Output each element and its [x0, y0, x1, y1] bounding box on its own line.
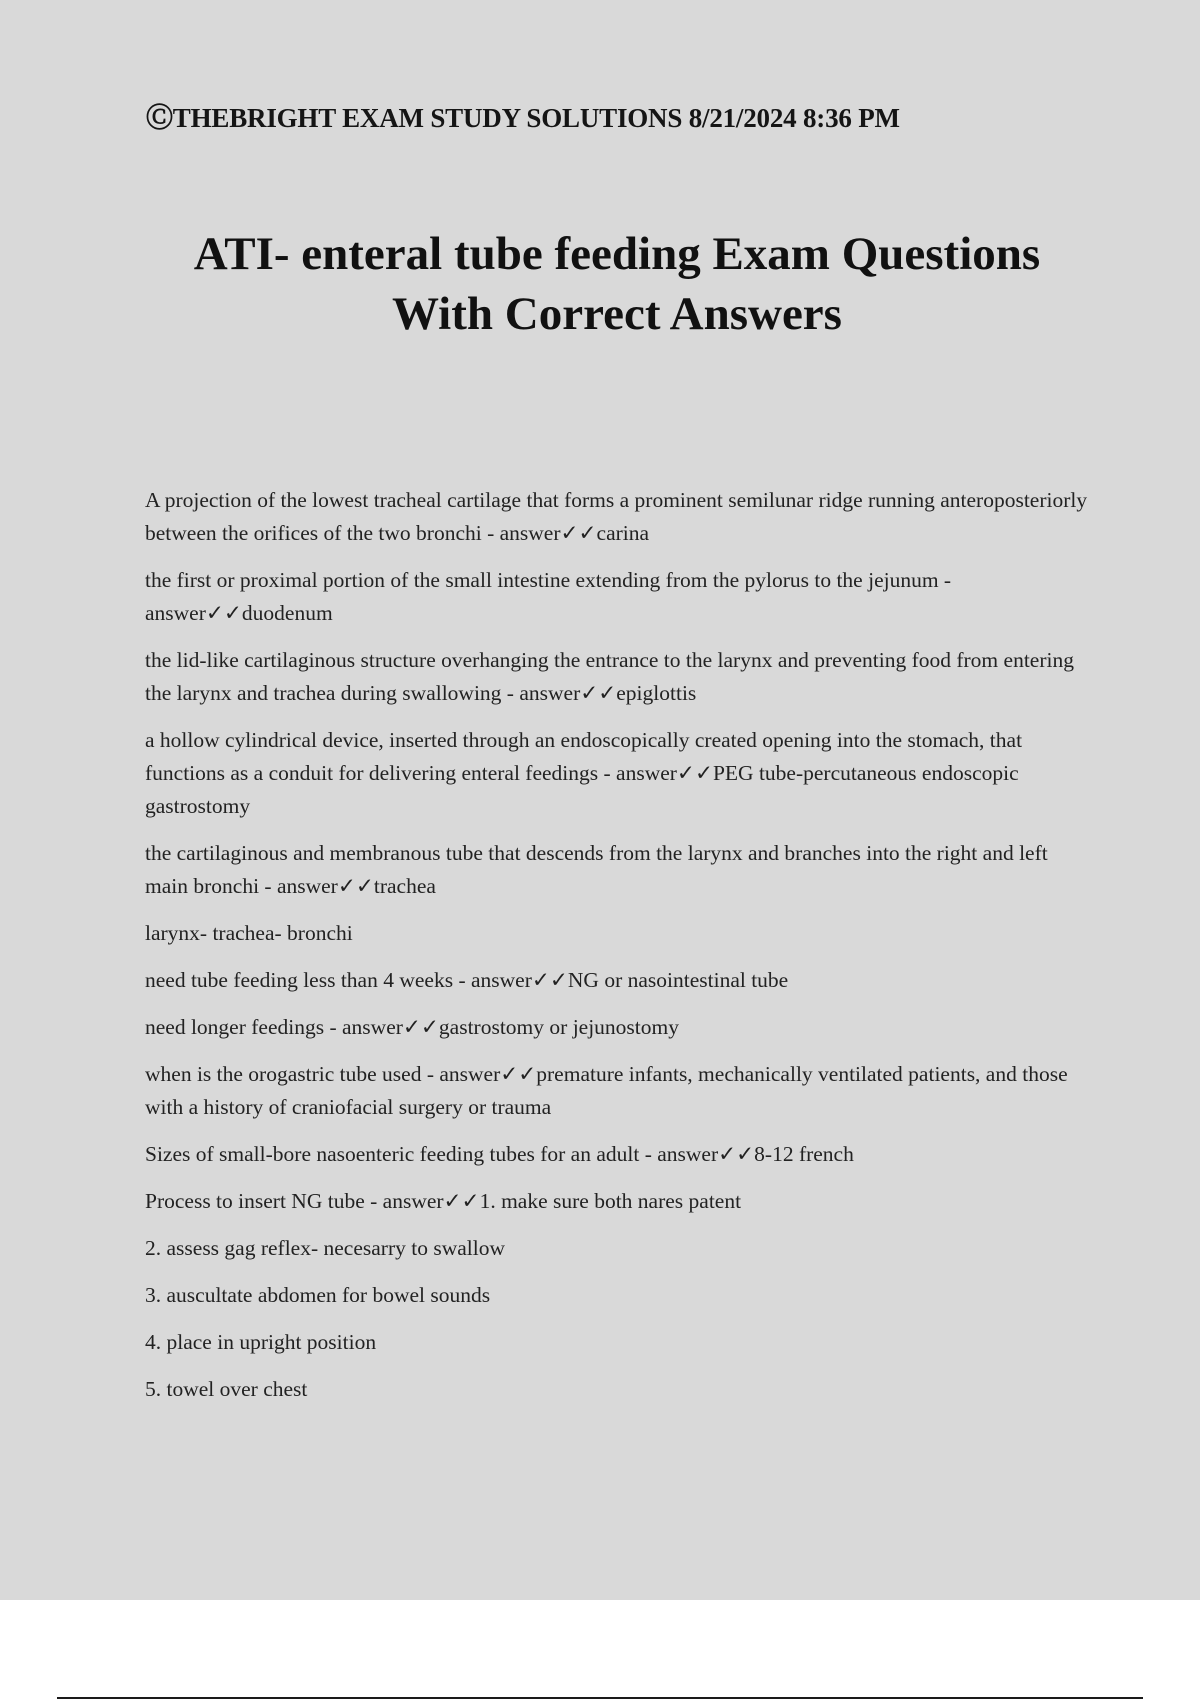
qa-item: larynx- trachea- bronchi [145, 921, 353, 945]
qa-item: a hollow cylindrical device, inserted through an endoscopically created opening into the stomach, that functions as a conduit for delivering enteral feedings - answer✓✓PEG tube-percutaneous endoscopic gastrostomy [145, 728, 1023, 818]
qa-item: the first or proximal portion of the small intestine extending from the pylorus to the jejunum - answer✓✓duodenum [145, 568, 952, 625]
qa-item: Sizes of small-bore nasoenteric feeding tubes for an adult - answer✓✓8-12 french [145, 1142, 854, 1166]
process-step: 2. assess gag reflex- necesarry to swallow [145, 1236, 505, 1260]
qa-list [145, 484, 1095, 1420]
copyright-header: ⒸTHEBRIGHT EXAM STUDY SOLUTIONS 8/21/2024 8:36 PM [146, 103, 900, 133]
process-step: 5. towel over chest [145, 1377, 308, 1401]
process-step: 4. place in upright position [145, 1330, 377, 1354]
title-line-1: ATI- enteral tube feeding Exam Questions [193, 228, 1041, 280]
footer-divider [57, 1697, 1143, 1699]
qa-item: need longer feedings - answer✓✓gastrostomy or jejunostomy [145, 1015, 679, 1039]
document-title [0, 224, 1200, 344]
qa-item: the lid-like cartilaginous structure overhanging the entrance to the larynx and preventing food from entering the larynx and trachea during swallowing - answer✓✓epiglottis [145, 648, 1074, 705]
qa-item: when is the orogastric tube used - answer✓✓premature infants, mechanically ventilated patients, and those with a history of craniofacial surgery or trauma [145, 1062, 1068, 1119]
qa-item: A projection of the lowest tracheal cartilage that forms a prominent semilunar ridge running anteroposteriorly between the orifices of the two bronchi - answer✓✓carina [145, 488, 1088, 545]
process-step: 3. auscultate abdomen for bowel sounds [145, 1283, 491, 1307]
title-line-2: With Correct Answers [392, 288, 842, 340]
qa-item: Process to insert NG tube - answer✓✓1. make sure both nares patent [145, 1189, 742, 1213]
qa-item: the cartilaginous and membranous tube that descends from the larynx and branches into the right and left main bronchi - answer✓✓trachea [145, 841, 1048, 898]
qa-item: need tube feeding less than 4 weeks - answer✓✓NG or nasointestinal tube [145, 968, 789, 992]
